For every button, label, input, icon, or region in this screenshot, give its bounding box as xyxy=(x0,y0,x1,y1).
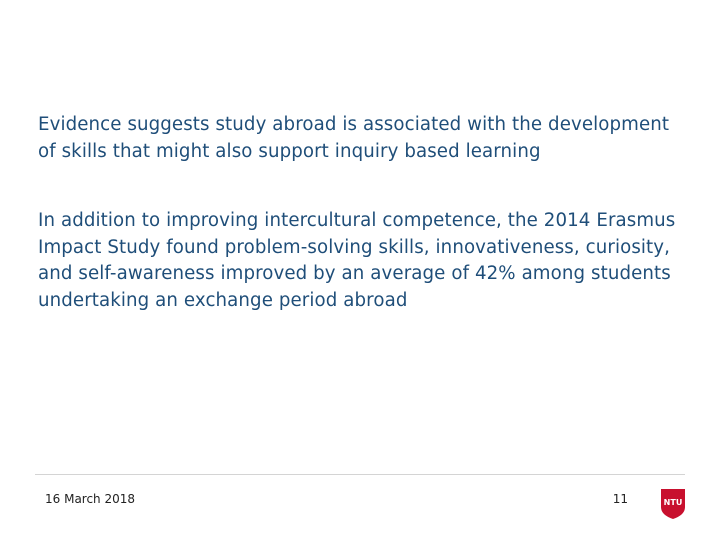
slide-body xyxy=(38,112,678,314)
ntu-logo-text: NTU xyxy=(663,498,683,507)
ntu-shield-logo-icon xyxy=(660,488,686,520)
paragraph-evidence: Evidence suggests study abroad is associated with the development of skills that might also support inquiry based learning xyxy=(38,114,670,162)
paragraph-erasmus-study: In addition to improving intercultural competence, the 2014 Erasmus Impact Study found problem-solving skills, innovativeness, curiosity, and self-awareness improved by an average of 42% among students undertaking an exchange period abroad xyxy=(38,210,676,311)
page-number: 11 xyxy=(612,492,628,506)
footer-divider xyxy=(35,474,685,475)
footer-date: 16 March 2018 xyxy=(45,492,136,506)
